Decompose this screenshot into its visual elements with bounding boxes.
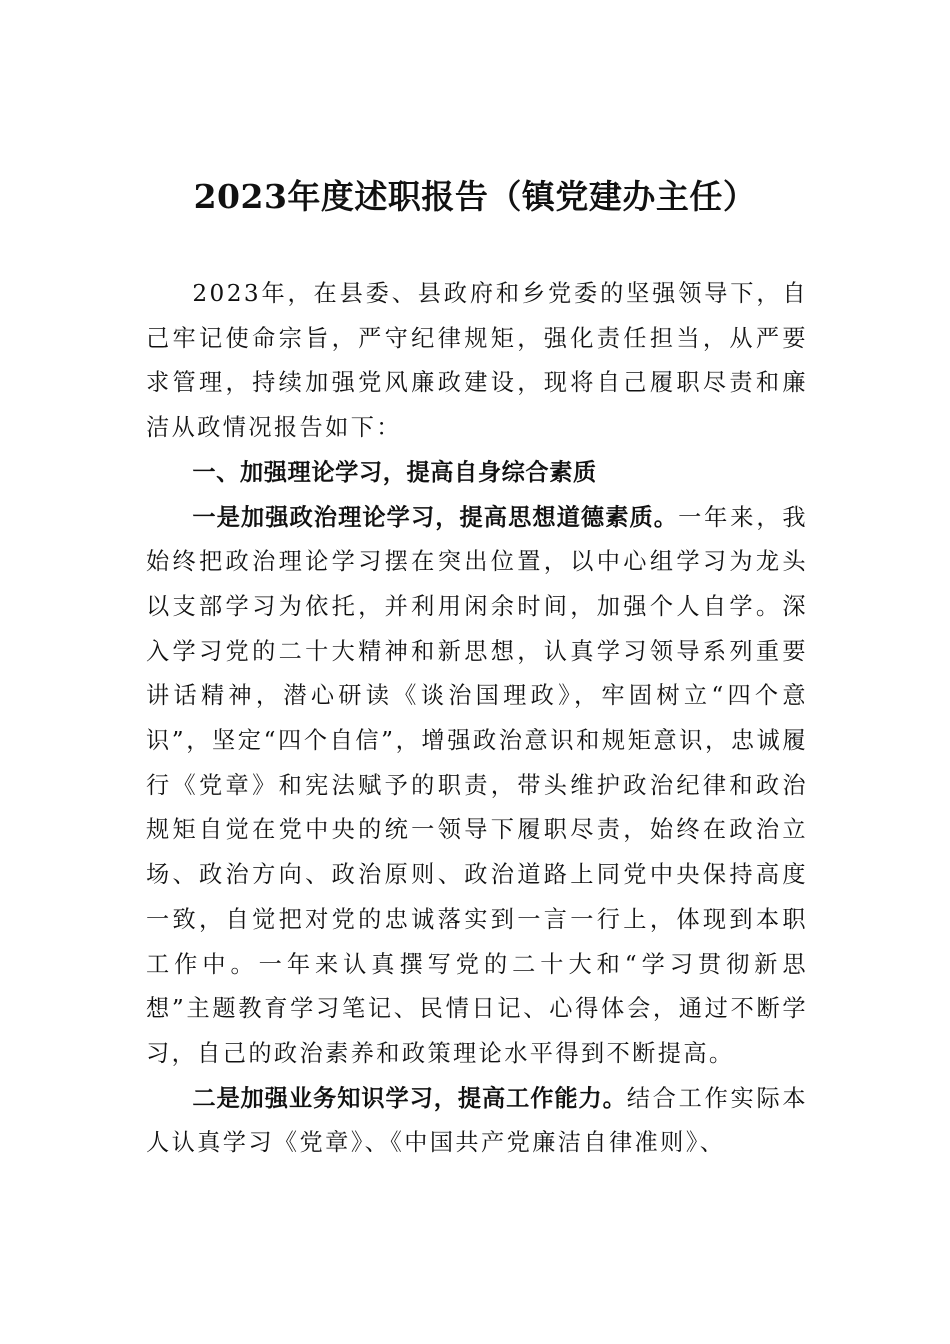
point-two-paragraph	[146, 1077, 808, 1166]
point-one-lead: 一是加强政治理论学习，提高思想道德素质。	[192, 503, 679, 531]
point-two-text: 结合工作实际本人认真学习《党章》、《中国共产党廉洁自律准则》、	[146, 1084, 808, 1157]
document-title: 2023年度述职报告（镇党建办主任）	[193, 177, 757, 216]
intro-paragraph: 2023年，在县委、县政府和乡党委的坚强领导下，自己牢记使命宗旨，严守纪律规矩，强化责任担当，从严要求管理，持续加强党风廉政建设，现将自己履职尽责和廉洁从政情况报告如下：	[146, 280, 808, 442]
point-two-lead: 二是加强业务知识学习，提高工作能力。	[192, 1084, 627, 1112]
document-body	[146, 272, 808, 1166]
point-one-paragraph	[146, 496, 808, 1077]
point-one-text: 一年来，我始终把政治理论学习摆在突出位置，以中心组学习为龙头以支部学习为依托，并利用闲余时间，加强个人自学。深入学习党的二十大精神和新思想，认真学习领导系列重要讲话精神，潜心研读《谈治国理政》，牢固树立“四个意识”，坚定“四个自信”，增强政治意识和规矩意识，忠诚履行《党章》和宪法赋予的职责，带头维护政治纪律和政治规矩自觉在党中央的统一领导下履职尽责，始终在政治立场、政治方向、政治原则、政治道路上同党中央保持高度一致，自觉把对党的忠诚落实到一言一行上，体现到本职工作中。一年来认真撰写党的二十大和“学习贯彻新思想”主题教育学习笔记、民情日记、心得体会，通过不断学习，自己的政治素养和政策理论水平得到不断提高。	[146, 503, 809, 1067]
section-heading: 一、加强理论学习，提高自身综合素质	[192, 458, 597, 486]
